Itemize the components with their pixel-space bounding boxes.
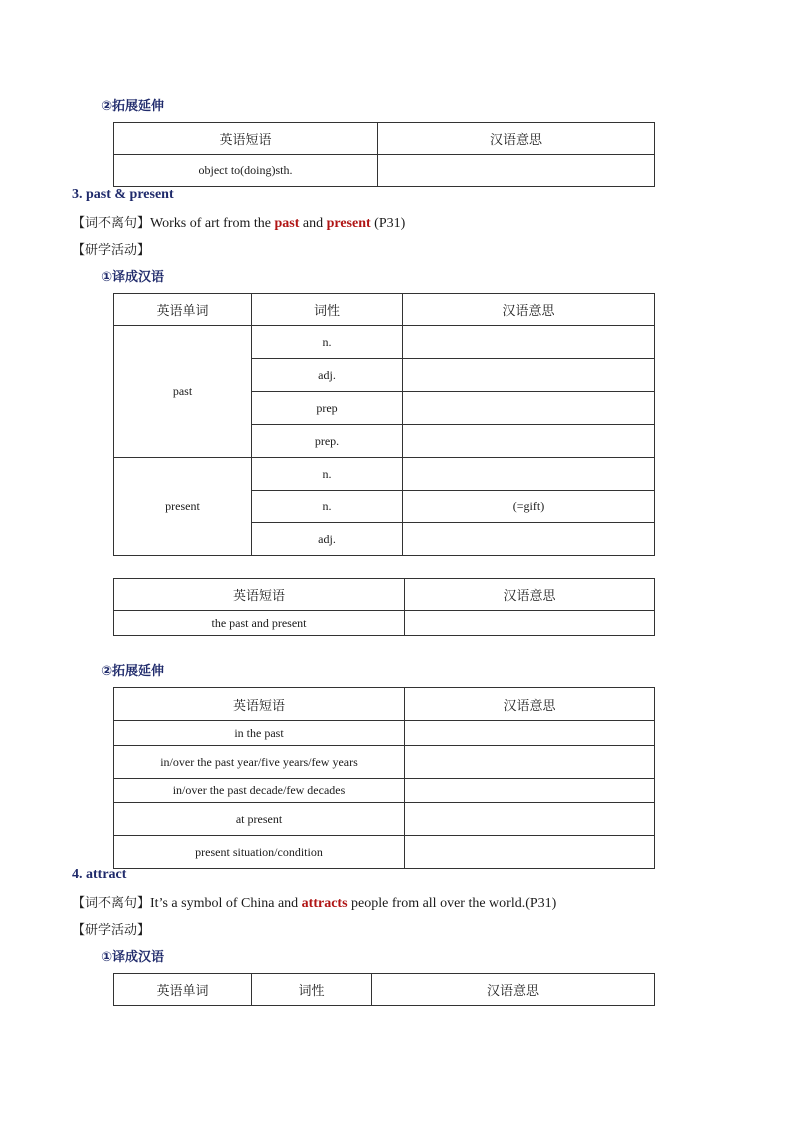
meaning-cell[interactable]: [405, 836, 655, 869]
sentence-pre: It’s a symbol of China and: [150, 896, 302, 911]
header-part-of-speech: 词性: [252, 294, 403, 326]
item4-title: 4. attract: [72, 867, 127, 882]
header-chinese-meaning: 汉语意思: [372, 974, 655, 1006]
header-english-phrase: 英语短语: [114, 688, 405, 721]
header-english-word: 英语单词: [114, 294, 252, 326]
phrase-cell: in/over the past decade/few decades: [114, 779, 405, 803]
sentence-label: 【词不离句】: [72, 216, 151, 231]
meaning-cell-gift[interactable]: (=gift): [403, 491, 655, 523]
phrase-cell: present situation/condition: [114, 836, 405, 869]
extend-heading: ②拓展延伸: [101, 664, 165, 679]
item3-sentence-line: [72, 212, 405, 232]
header-chinese-meaning: 汉语意思: [405, 688, 655, 721]
activity-label: 【研学活动】: [72, 243, 151, 258]
keyword-present: present: [326, 216, 371, 231]
sentence-pre: Works of art from the: [150, 216, 275, 231]
translate-heading: ①译成汉语: [101, 270, 165, 285]
meaning-cell[interactable]: [403, 425, 655, 458]
meaning-cell[interactable]: [403, 523, 655, 556]
phrase-cell: the past and present: [114, 611, 405, 636]
word-present: present: [114, 458, 252, 556]
attract-word-table: [113, 973, 655, 1006]
pos-cell: prep.: [252, 425, 403, 458]
meaning-cell[interactable]: [403, 359, 655, 392]
meaning-cell[interactable]: [405, 746, 655, 779]
word-past: past: [114, 326, 252, 458]
past-and-present-phrase-table: [113, 578, 655, 636]
pos-cell: n.: [252, 491, 403, 523]
sentence-mid: and: [299, 216, 327, 231]
pos-cell: n.: [252, 458, 403, 491]
meaning-cell[interactable]: [403, 392, 655, 425]
item3-title: 3. past & present: [72, 187, 174, 202]
past-present-word-table: [113, 293, 655, 556]
sentence-post: people from all over the world.(P31): [347, 896, 557, 911]
meaning-cell[interactable]: [378, 155, 655, 187]
header-english-word: 英语单词: [114, 974, 252, 1006]
pos-cell: adj.: [252, 523, 403, 556]
meaning-cell[interactable]: [403, 326, 655, 359]
phrase-cell: in the past: [114, 721, 405, 746]
keyword-attracts: attracts: [301, 896, 348, 911]
meaning-cell[interactable]: [405, 779, 655, 803]
header-chinese-meaning: 汉语意思: [403, 294, 655, 326]
pos-cell: adj.: [252, 359, 403, 392]
sentence-label: 【词不离句】: [72, 896, 151, 911]
extend-heading-top: ②拓展延伸: [101, 99, 165, 114]
meaning-cell[interactable]: [403, 458, 655, 491]
translate-heading: ①译成汉语: [101, 950, 165, 965]
meaning-cell[interactable]: [405, 721, 655, 746]
pos-cell: prep: [252, 392, 403, 425]
phrase-cell: in/over the past year/five years/few years: [114, 746, 405, 779]
header-english-phrase: 英语短语: [114, 579, 405, 611]
item4-sentence-line: [72, 892, 556, 912]
phrase-cell: object to(doing)sth.: [114, 155, 378, 187]
header-part-of-speech: 词性: [252, 974, 372, 1006]
pos-cell: n.: [252, 326, 403, 359]
object-to-table: [113, 122, 655, 187]
header-chinese-meaning: 汉语意思: [378, 123, 655, 155]
keyword-past: past: [274, 216, 300, 231]
meaning-cell[interactable]: [405, 803, 655, 836]
header-chinese-meaning: 汉语意思: [405, 579, 655, 611]
sentence-post: (P31): [370, 216, 406, 231]
phrase-cell: at present: [114, 803, 405, 836]
meaning-cell[interactable]: [405, 611, 655, 636]
activity-label: 【研学活动】: [72, 923, 151, 938]
past-present-extend-table: [113, 687, 655, 869]
header-english-phrase: 英语短语: [114, 123, 378, 155]
